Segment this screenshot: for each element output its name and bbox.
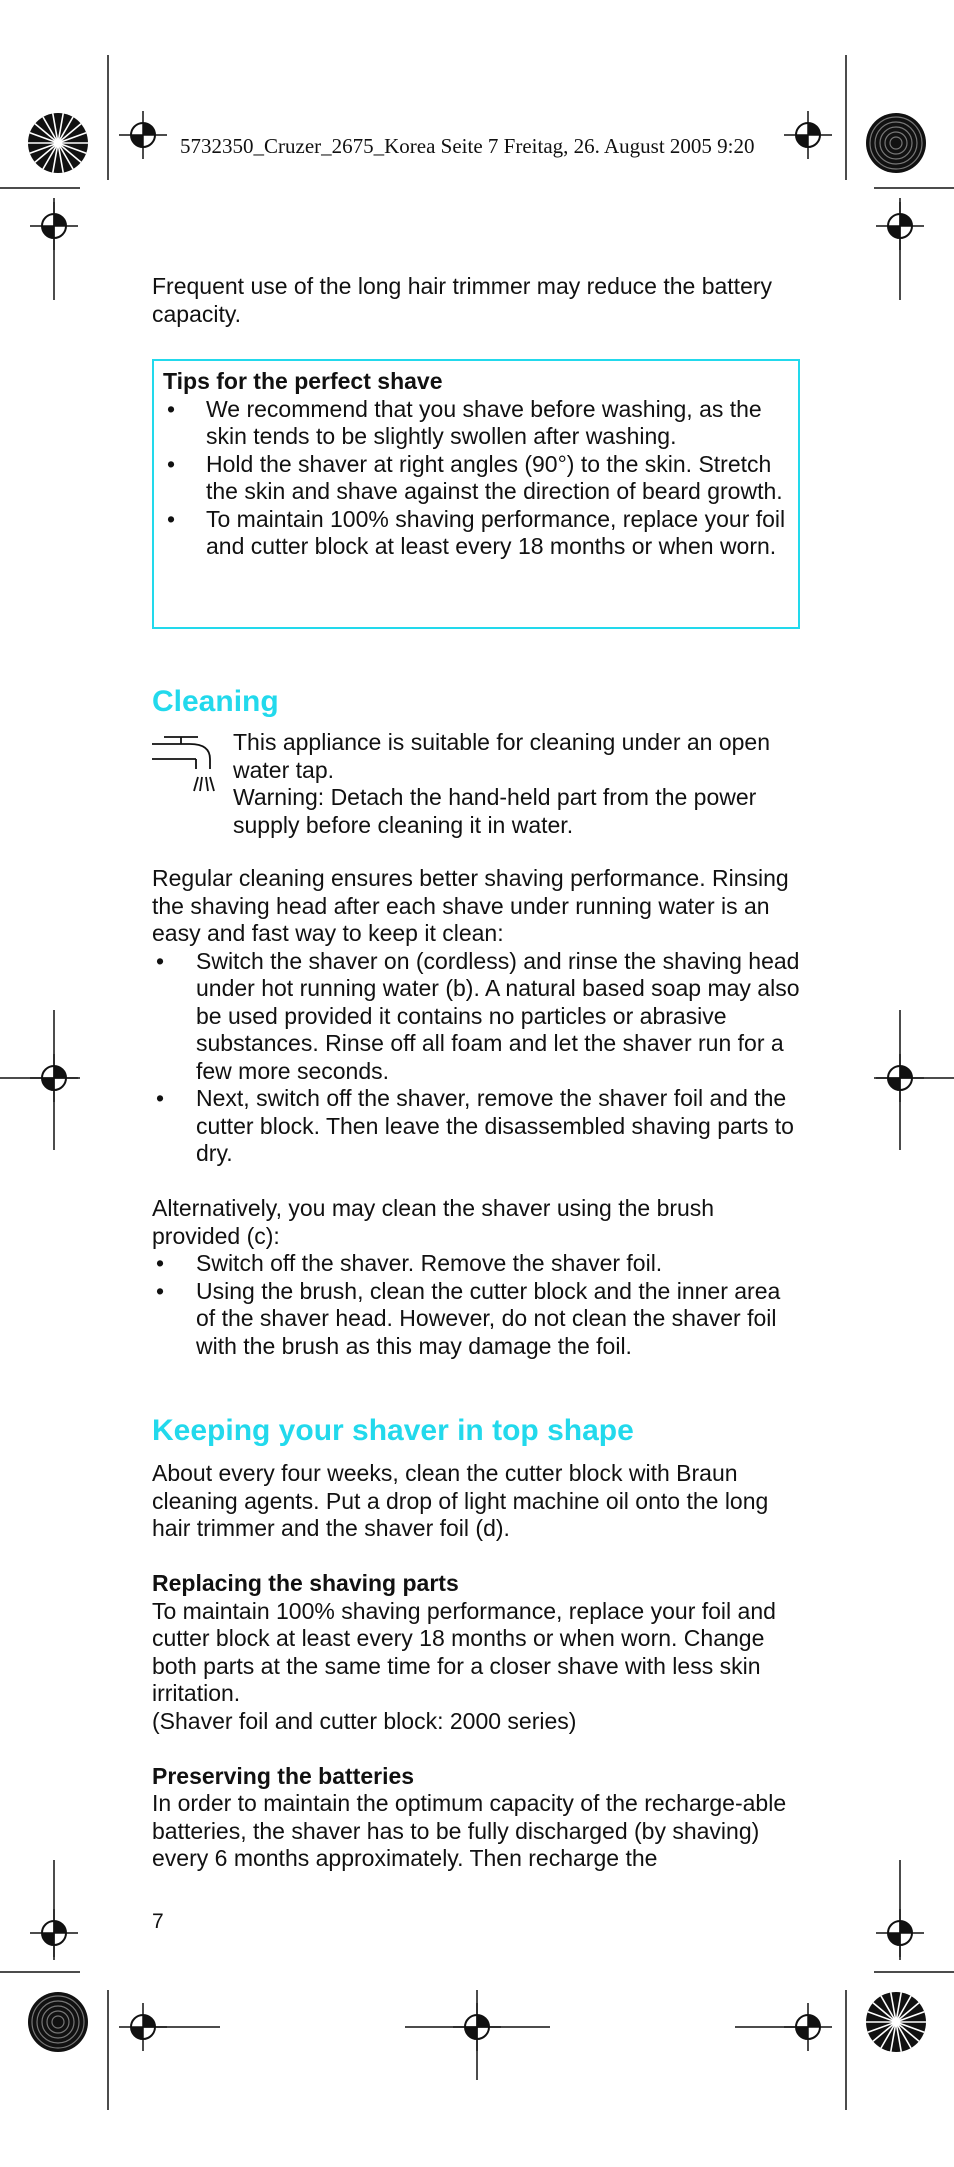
replacing-note: (Shaver foil and cutter block: 2000 series) [152,1707,577,1734]
replacing-text: To maintain 100% shaving performance, replace your foil and cutter block at least every 18 months or when worn. Change both parts at the same time for a closer shave with less skin irritation. [152,1597,776,1706]
list-item: • Hold the shaver at right angles (90°) to the skin. Stretch the skin and shave against the direction of beard growth. [163,451,791,506]
preserving-text: In order to maintain the optimum capacity of the recharge-able batteries, the shaver has to be fully discharged (by shaving) every 6 months approximately. Then recharge the [152,1790,787,1871]
slug-line: 5732350_Cruzer_2675_Korea Seite 7 Freitag, 26. August 2005 9:20 [180,134,755,158]
brush-paragraph: Alternatively, you may clean the shaver using the brush provided (c): [152,1195,715,1249]
list-item: • We recommend that you shave before washing, as the skin tends to be slightly swollen after washing. [163,396,791,451]
top-shape-body [152,1460,802,1873]
cleaning-paragraph: Regular cleaning ensures better shaving performance. Rinsing the shaving head after each shave under running water is an easy and fast way to keep it clean: [152,865,789,946]
list-item: • Switch the shaver on (cordless) and rinse the shaving head under hot running water (b). A natural based soap may also be used provided it contains no particles or abrasive substances. Rinse off all foam and let the shaver run for a few more seconds. [152,948,802,1086]
list-item: • Using the brush, clean the cutter block and the inner area of the shaver head. However, do not clean the shaver foil with the brush as this may damage the foil. [152,1278,802,1361]
cleaning-body [152,865,802,1360]
page-number: 7 [152,1910,164,1933]
tips-box [152,359,800,629]
top-shape-heading: Keeping your shaver in top shape [152,1414,634,1447]
top-shape-paragraph: About every four weeks, clean the cutter block with Braun cleaning agents. Put a drop of light machine oil onto the long hair trimmer and the shaver foil (d). [152,1460,769,1541]
cleaning-list [152,948,802,1168]
tips-list [163,396,791,561]
list-item: • Switch off the shaver. Remove the shaver foil. [152,1250,802,1278]
intro-paragraph: Frequent use of the long hair trimmer may reduce the battery capacity. [152,273,773,327]
tap-note-warning: Warning: Detach the hand-held part from the power supply before cleaning it in water. [233,784,757,838]
cleaning-heading: Cleaning [152,685,279,718]
water-tap-icon [150,733,220,795]
list-item: • Next, switch off the shaver, remove the shaver foil and the cutter block. Then leave the disassembled shaving parts to dry. [152,1085,802,1168]
tap-note-suitable: This appliance is suitable for cleaning under an open water tap. [233,729,771,783]
brush-list [152,1250,802,1360]
list-item: • To maintain 100% shaving performance, replace your foil and cutter block at least every 18 months or when worn. [163,506,791,561]
preserving-title: Preserving the batteries [152,1762,415,1789]
intro-text [152,273,802,328]
replacing-title: Replacing the shaving parts [152,1570,459,1596]
tips-title: Tips for the perfect shave [163,368,443,394]
tap-notes [233,729,803,839]
